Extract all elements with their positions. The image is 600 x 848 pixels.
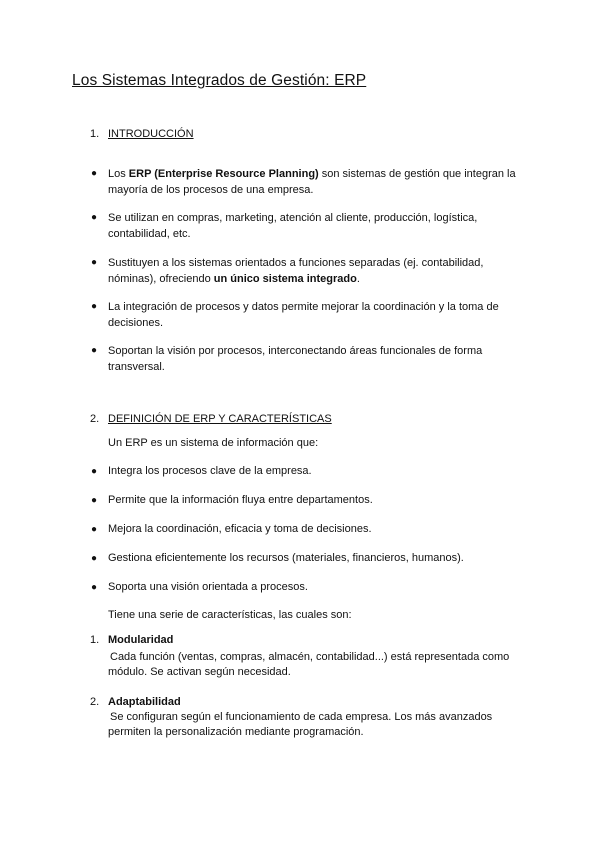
feature-1-number: 1. — [90, 634, 100, 646]
section-1-bullet-3: Sustituyen a los sistemas orientados a funciones separadas (ej. contabilidad, nóminas), ofreciendo un único sistema integrado. — [108, 257, 484, 285]
feature-2-title: Adaptabilidad — [108, 696, 181, 708]
bullet-icon: ● — [91, 466, 98, 477]
document-title: Los Sistemas Integrados de Gestión: ERP — [72, 72, 367, 89]
section-2-bullet-4: Gestiona eficientemente los recursos (materiales, financieros, humanos). — [108, 552, 464, 564]
bullet-icon: ● — [91, 212, 98, 223]
section-1-bullet-2: Se utilizan en compras, marketing, atención al cliente, producción, logística, contabilidad, etc. — [108, 212, 478, 240]
feature-1-title: Modularidad — [108, 634, 174, 646]
bullet-icon: ● — [91, 301, 98, 312]
section-1-bullet-1: Los ERP (Enterprise Resource Planning) son sistemas de gestión que integran la mayoría de los procesos de una empresa. — [108, 168, 516, 196]
bullet-icon: ● — [91, 168, 98, 179]
bullet-icon: ● — [91, 582, 98, 593]
feature-2-number: 2. — [90, 696, 100, 708]
bullet-icon: ● — [91, 553, 98, 564]
feature-1-line-1: Cada función (ventas, compras, almacén, contabilidad...) está representada como — [110, 651, 510, 663]
section-1-bullet-4: La integración de procesos y datos permite mejorar la coordinación y la toma de decisiones. — [108, 301, 499, 329]
feature-1-line-2: módulo. Se activan según necesidad. — [108, 666, 291, 678]
bullet-icon: ● — [91, 524, 98, 535]
bullet-icon: ● — [91, 345, 98, 356]
section-2-number: 2. — [90, 413, 100, 425]
section-2-bullet-5: Soporta una visión orientada a procesos. — [108, 581, 308, 593]
section-2-outro: Tiene una serie de características, las cuales son: — [108, 609, 352, 621]
section-2-bullet-3: Mejora la coordinación, eficacia y toma de decisiones. — [108, 523, 372, 535]
section-1-number: 1. — [90, 128, 100, 140]
section-1-bullet-5: Soportan la visión por procesos, interconectando áreas funcionales de forma transversal. — [108, 345, 483, 373]
bullet-icon: ● — [91, 495, 98, 506]
section-2-intro: Un ERP es un sistema de información que: — [108, 437, 319, 449]
section-1-heading: INTRODUCCIÓN — [108, 128, 194, 140]
section-2-bullet-2: Permite que la información fluya entre departamentos. — [108, 494, 373, 506]
bullet-icon: ● — [91, 257, 98, 268]
feature-2-line-1: Se configuran según el funcionamiento de cada empresa. Los más avanzados — [110, 711, 493, 723]
feature-2-line-2: permiten la personalización mediante programación. — [108, 726, 364, 738]
section-2-bullet-1: Integra los procesos clave de la empresa. — [108, 465, 312, 477]
section-2-heading: DEFINICIÓN DE ERP Y CARACTERÍSTICAS — [108, 413, 332, 425]
